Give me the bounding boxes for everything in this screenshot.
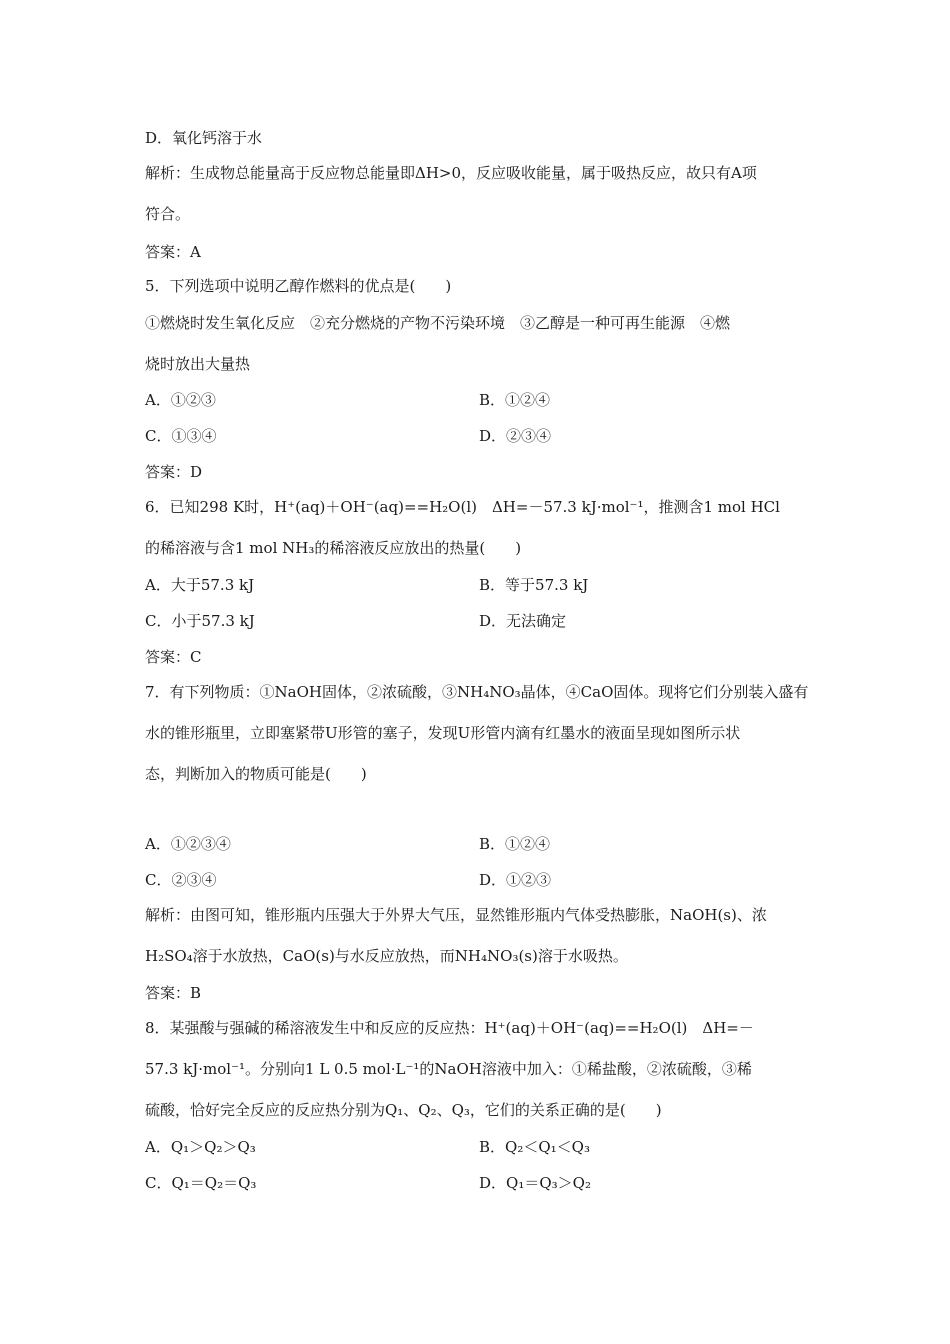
q7-option-a: A．①②③④	[145, 835, 231, 853]
q7-analysis-line-1: 解析：由图可知，锥形瓶内压强大于外界大气压，显然锥形瓶内气体受热膨胀，NaOH(s)、浓	[145, 906, 767, 924]
q7-answer: 答案：B	[145, 984, 202, 1002]
q5-option-c: C．①③④	[145, 427, 217, 445]
q5-stem: 5．下列选项中说明乙醇作燃料的优点是( )	[145, 277, 452, 295]
q5-items-line-2: 烧时放出大量热	[145, 355, 251, 373]
q7-option-d: D．①②③	[479, 871, 552, 889]
q7-stem-line-3: 态，判断加入的物质可能是( )	[145, 765, 367, 783]
q4-analysis-line-1: 解析：生成物总能量高于反应物总能量即ΔH>0，反应吸收能量，属于吸热反应，故只有A项	[145, 164, 757, 182]
q6-option-c: C．小于57.3 kJ	[145, 612, 255, 630]
q5-answer: 答案：D	[145, 463, 203, 481]
q7-option-c: C．②③④	[145, 871, 217, 889]
q8-option-d: D．Q₁＝Q₃＞Q₂	[479, 1174, 591, 1192]
q6-answer: 答案：C	[145, 648, 202, 666]
q5-option-a: A．①②③	[145, 391, 216, 409]
q5-option-d: D．②③④	[479, 427, 552, 445]
q8-option-b: B．Q₂＜Q₁＜Q₃	[479, 1138, 590, 1156]
q8-stem-line-1: 8．某强酸与强碱的稀溶液发生中和反应的反应热：H⁺(aq)＋OH⁻(aq)==H₂O(l) ΔH=－	[145, 1019, 754, 1037]
q8-stem-line-2: 57.3 kJ·mol⁻¹。分别向1 L 0.5 mol·L⁻¹的NaOH溶液中加入：①稀盐酸，②浓硫酸，③稀	[145, 1060, 752, 1078]
q6-option-b: B．等于57.3 kJ	[479, 576, 589, 594]
q8-option-c: C．Q₁＝Q₂＝Q₃	[145, 1174, 257, 1192]
q4-analysis-line-2: 符合。	[145, 205, 191, 223]
q6-option-d: D．无法确定	[479, 612, 567, 630]
q7-analysis-line-2: H₂SO₄溶于水放热，CaO(s)与水反应放热，而NH₄NO₃(s)溶于水吸热。	[145, 947, 628, 965]
q6-stem-line-1: 6．已知298 K时，H⁺(aq)＋OH⁻(aq)==H₂O(l) ΔH=－57.3 kJ·mol⁻¹，推测含1 mol HCl	[145, 498, 780, 516]
q5-option-b: B．①②④	[479, 391, 551, 409]
q7-option-b: B．①②④	[479, 835, 551, 853]
q4-option-d: D．氧化钙溶于水	[145, 129, 263, 147]
q5-items-line-1: ①燃烧时发生氧化反应 ②充分燃烧的产物不污染环境 ③乙醇是一种可再生能源 ④燃	[145, 314, 731, 332]
q7-stem-line-2: 水的锥形瓶里，立即塞紧带U形管的塞子，发现U形管内滴有红墨水的液面呈现如图所示状	[145, 724, 741, 742]
q8-option-a: A．Q₁＞Q₂＞Q₃	[145, 1138, 256, 1156]
q6-stem-line-2: 的稀溶液与含1 mol NH₃的稀溶液反应放出的热量( )	[145, 539, 522, 557]
q6-option-a: A．大于57.3 kJ	[145, 576, 255, 594]
q4-answer: 答案：A	[145, 243, 201, 261]
q8-stem-line-3: 硫酸，恰好完全反应的反应热分别为Q₁、Q₂、Q₃，它们的关系正确的是( )	[145, 1101, 662, 1119]
q7-stem-line-1: 7．有下列物质：①NaOH固体，②浓硫酸，③NH₄NO₃晶体，④CaO固体。现将它们分别装入盛有	[145, 683, 809, 701]
